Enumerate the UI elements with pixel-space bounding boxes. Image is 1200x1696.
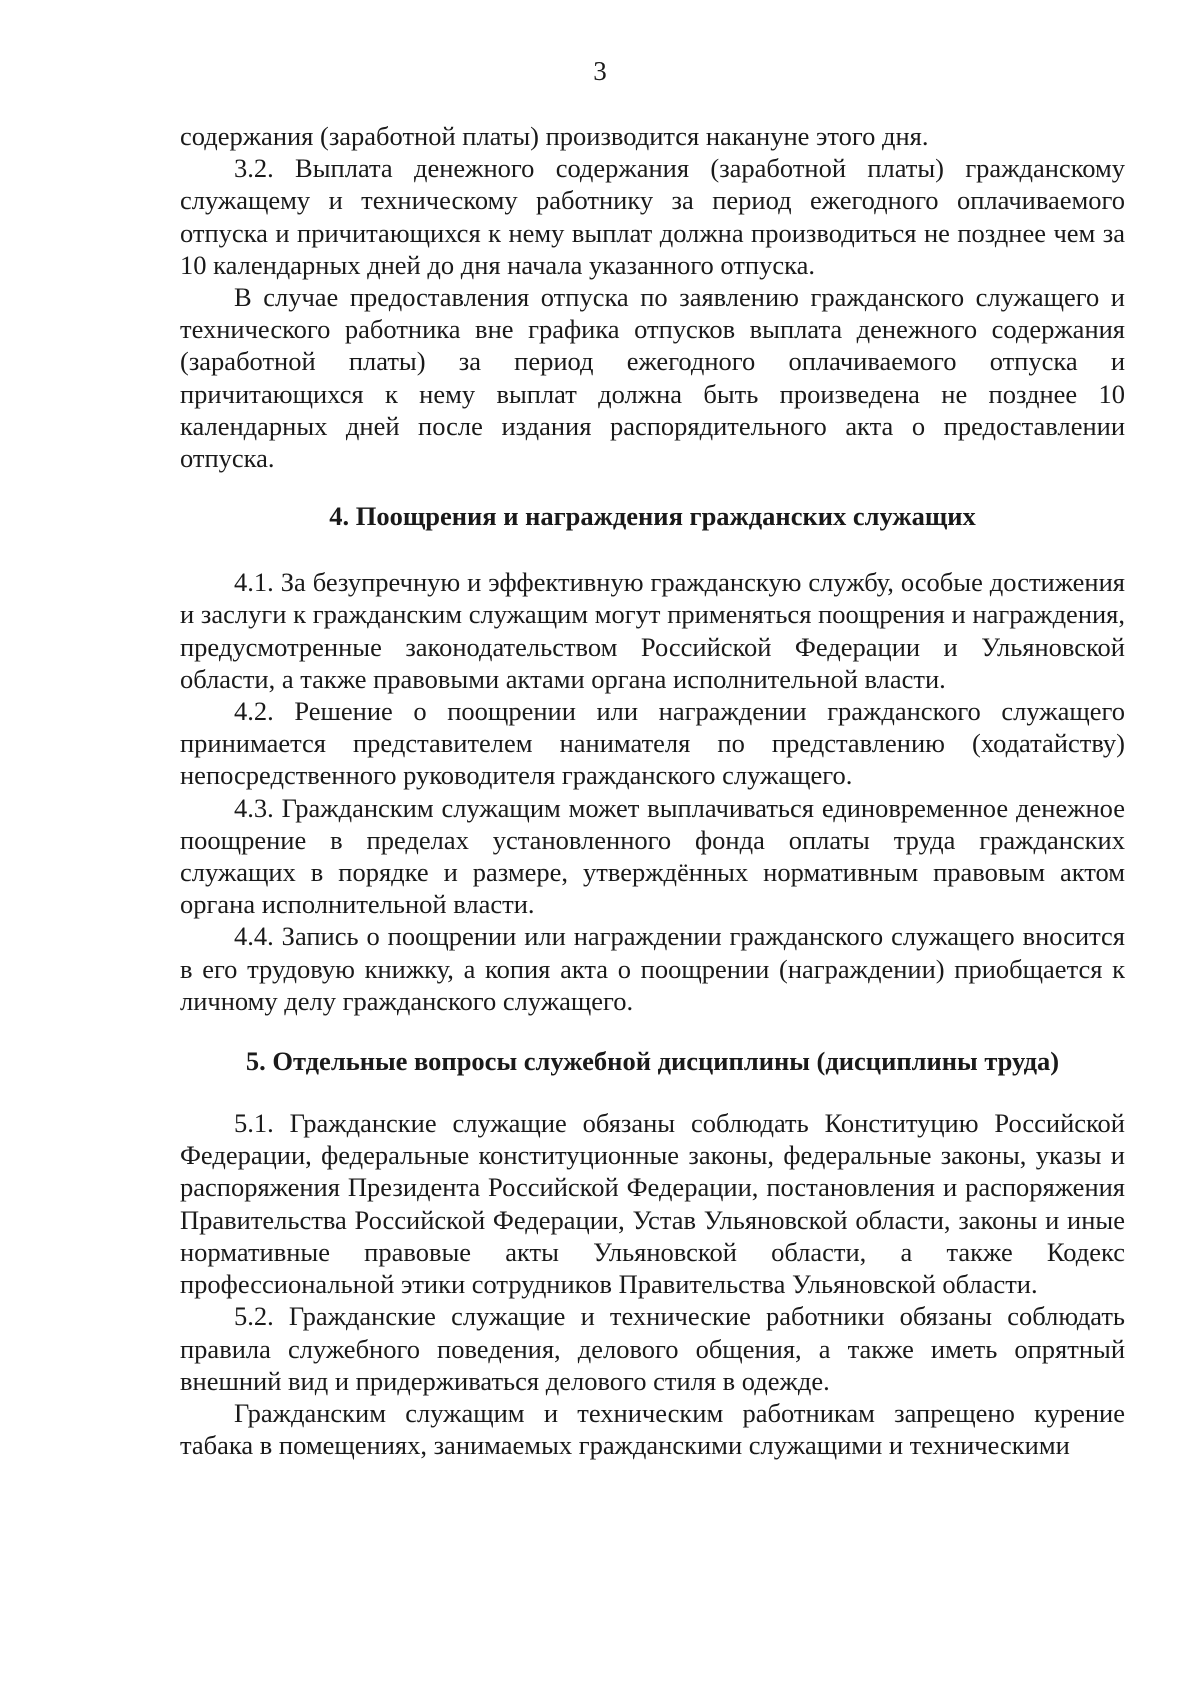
paragraph-4-1: 4.1. За безупречную и эффективную гражданскую службу, особые достижения и заслуги к гражданским служащим могут применяться поощрения и награждения, предусмотренные законодательством Российской Федерации и Ульяновской области, а также правовыми актами органа исполнительной власти.: [180, 567, 1125, 694]
paragraph-4-3: 4.3. Гражданским служащим может выплачиваться единовременное денежное поощрение в пределах установленного фонда оплаты труда гражданских служащих в порядке и размере, утверждённых нормативным правовым актом органа исполнительной власти.: [180, 792, 1125, 920]
paragraph-5-2: 5.2. Гражданские служащие и технические работники обязаны соблюдать правила служебного поведения, делового общения, а также иметь опрятный внешний вид и придерживаться делового стиля в одежде.: [180, 1301, 1125, 1396]
paragraph-5-1: 5.1. Гражданские служащие обязаны соблюдать Конституцию Российской Федерации, федеральные конституционные законы, федеральные законы, указы и распоряжения Президента Российской Федерации, постановления и распоряжения Правительства Российской Федерации, Устав Ульяновской области, законы и иные нормативные правовые акты Ульяновской области, а также Кодекс профессиональной этики сотрудников Правительства Ульяновской области.: [180, 1108, 1125, 1300]
section-5-heading: 5. Отдельные вопросы служебной дисциплины (дисциплины труда): [245, 1046, 1060, 1077]
section-4-heading: 4. Поощрения и награждения гражданских служащих: [329, 501, 976, 532]
paragraph-4-4: 4.4. Запись о поощрении или награждении гражданского служащего вносится в его трудовую книжку, а копия акта о поощрении (награждении) приобщается к личному делу гражданского служащего.: [180, 921, 1125, 1016]
paragraph-continuation: содержания (заработной платы) производится накануне этого дня.: [180, 121, 929, 151]
paragraph-3-2: 3.2. Выплата денежного содержания (заработной платы) гражданскому служащему и техническому работнику за период ежегодного оплачиваемого отпуска и причитающихся к нему выплат должна производиться не позднее чем за 10 календарных дней до дня начала указанного отпуска.: [180, 153, 1125, 280]
document-body: [180, 120, 1125, 1461]
paragraph-3-2-vacation-off-schedule: В случае предоставления отпуска по заявлению гражданского служащего и технического работника вне графика отпусков выплата денежного содержания (заработной платы) за период ежегодного оплачиваемого отпуска и причитающихся к нему выплат должна быть произведена не позднее 10 календарных дней после издания распорядительного акта о предоставлении отпуска.: [180, 282, 1125, 474]
paragraph-4-2: 4.2. Решение о поощрении или награждении гражданского служащего принимается представителем нанимателя по представлению (ходатайству) непосредственного руководителя гражданского служащего.: [180, 696, 1125, 791]
paragraph-5-2-smoking: Гражданским служащим и техническим работникам запрещено курение табака в помещениях, занимаемых гражданскими служащими и техническими: [180, 1397, 1125, 1461]
page-number: 3: [593, 56, 607, 86]
